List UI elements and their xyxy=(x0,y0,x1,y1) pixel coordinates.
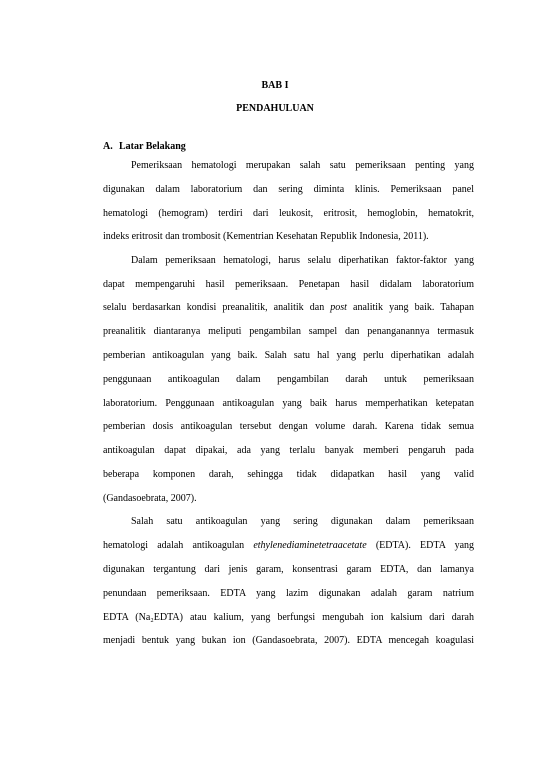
text-line: indeks eritrosit dan trombosit (Kementrian Kesehatan Republik Indonesia, 2011). xyxy=(103,231,429,243)
paragraph xyxy=(103,516,474,647)
text-line: digunakan dalam laboratorium dan sering diminta klinis. Pemeriksaan panel xyxy=(103,183,474,195)
paragraph xyxy=(103,255,474,505)
chapter-title: PENDAHULUAN xyxy=(236,103,314,114)
text-line: digunakan tergantung dari jenis garam, konsentrasi garam EDTA, dan lamanya xyxy=(103,563,474,575)
text-line: EDTA (Na₂EDTA) atau kalium, yang berfungsi mengubah ion kalsium dari darah xyxy=(103,611,474,623)
text-line: antikoagulan dapat dipakai, ada yang terlalu banyak memberi pengaruh pada xyxy=(103,445,474,457)
text-line: beberapa komponen darah, sehingga tidak didapatkan hasil yang valid xyxy=(103,469,474,481)
chapter-heading: BAB I xyxy=(261,80,289,91)
text-line: preanalitik diantaranya meliputi pengambilan sampel dan penanganannya termasuk xyxy=(103,326,474,338)
section-title: Latar Belakang xyxy=(119,141,186,152)
text-line: penggunaan antikoagulan dalam pengambilan darah untuk pemeriksaan xyxy=(103,373,474,385)
text-line: menjadi bentuk yang bukan ion (Gandasoebrata, 2007). EDTA mencegah koagulasi xyxy=(103,635,474,647)
text-line: pemberian dosis antikoagulan tersebut dengan volume darah. Karena tidak semua xyxy=(103,421,474,433)
text-line: dapat mempengaruhi hasil pemeriksaan. Penetapan hasil didalam laboratorium xyxy=(103,278,474,290)
text-line: penundaan pemeriksaan. EDTA yang lazim digunakan adalah garam natrium xyxy=(103,587,474,599)
text-line: laboratorium. Penggunaan antikoagulan yang baik harus memperhatikan ketepatan xyxy=(103,397,474,409)
section-number: A. xyxy=(103,141,113,152)
text-line: pemberian antikoagulan yang baik. Salah satu hal yang perlu diperhatikan adalah xyxy=(103,350,474,362)
section-heading xyxy=(103,141,186,153)
text-line: Salah satu antikoagulan yang sering digunakan dalam pemeriksaan xyxy=(131,516,474,528)
text-line: selalu berdasarkan kondisi preanalitik, analitik dan post analitik yang baik. Tahapan xyxy=(103,302,474,314)
paragraph xyxy=(103,160,474,243)
text-line: Pemeriksaan hematologi merupakan salah satu pemeriksaan penting yang xyxy=(131,160,474,171)
text-line: (Gandasoebrata, 2007). xyxy=(103,492,197,504)
text-line: Dalam pemeriksaan hematologi, harus selalu diperhatikan faktor-faktor yang xyxy=(131,254,474,266)
body-text xyxy=(103,160,474,647)
text-line: hematologi adalah antikoagulan ethylenediaminetetraacetate (EDTA). EDTA yang xyxy=(103,540,475,552)
text-line: hematologi (hemogram) terdiri dari leukosit, eritrosit, hemoglobin, hematokrit, xyxy=(103,207,474,219)
